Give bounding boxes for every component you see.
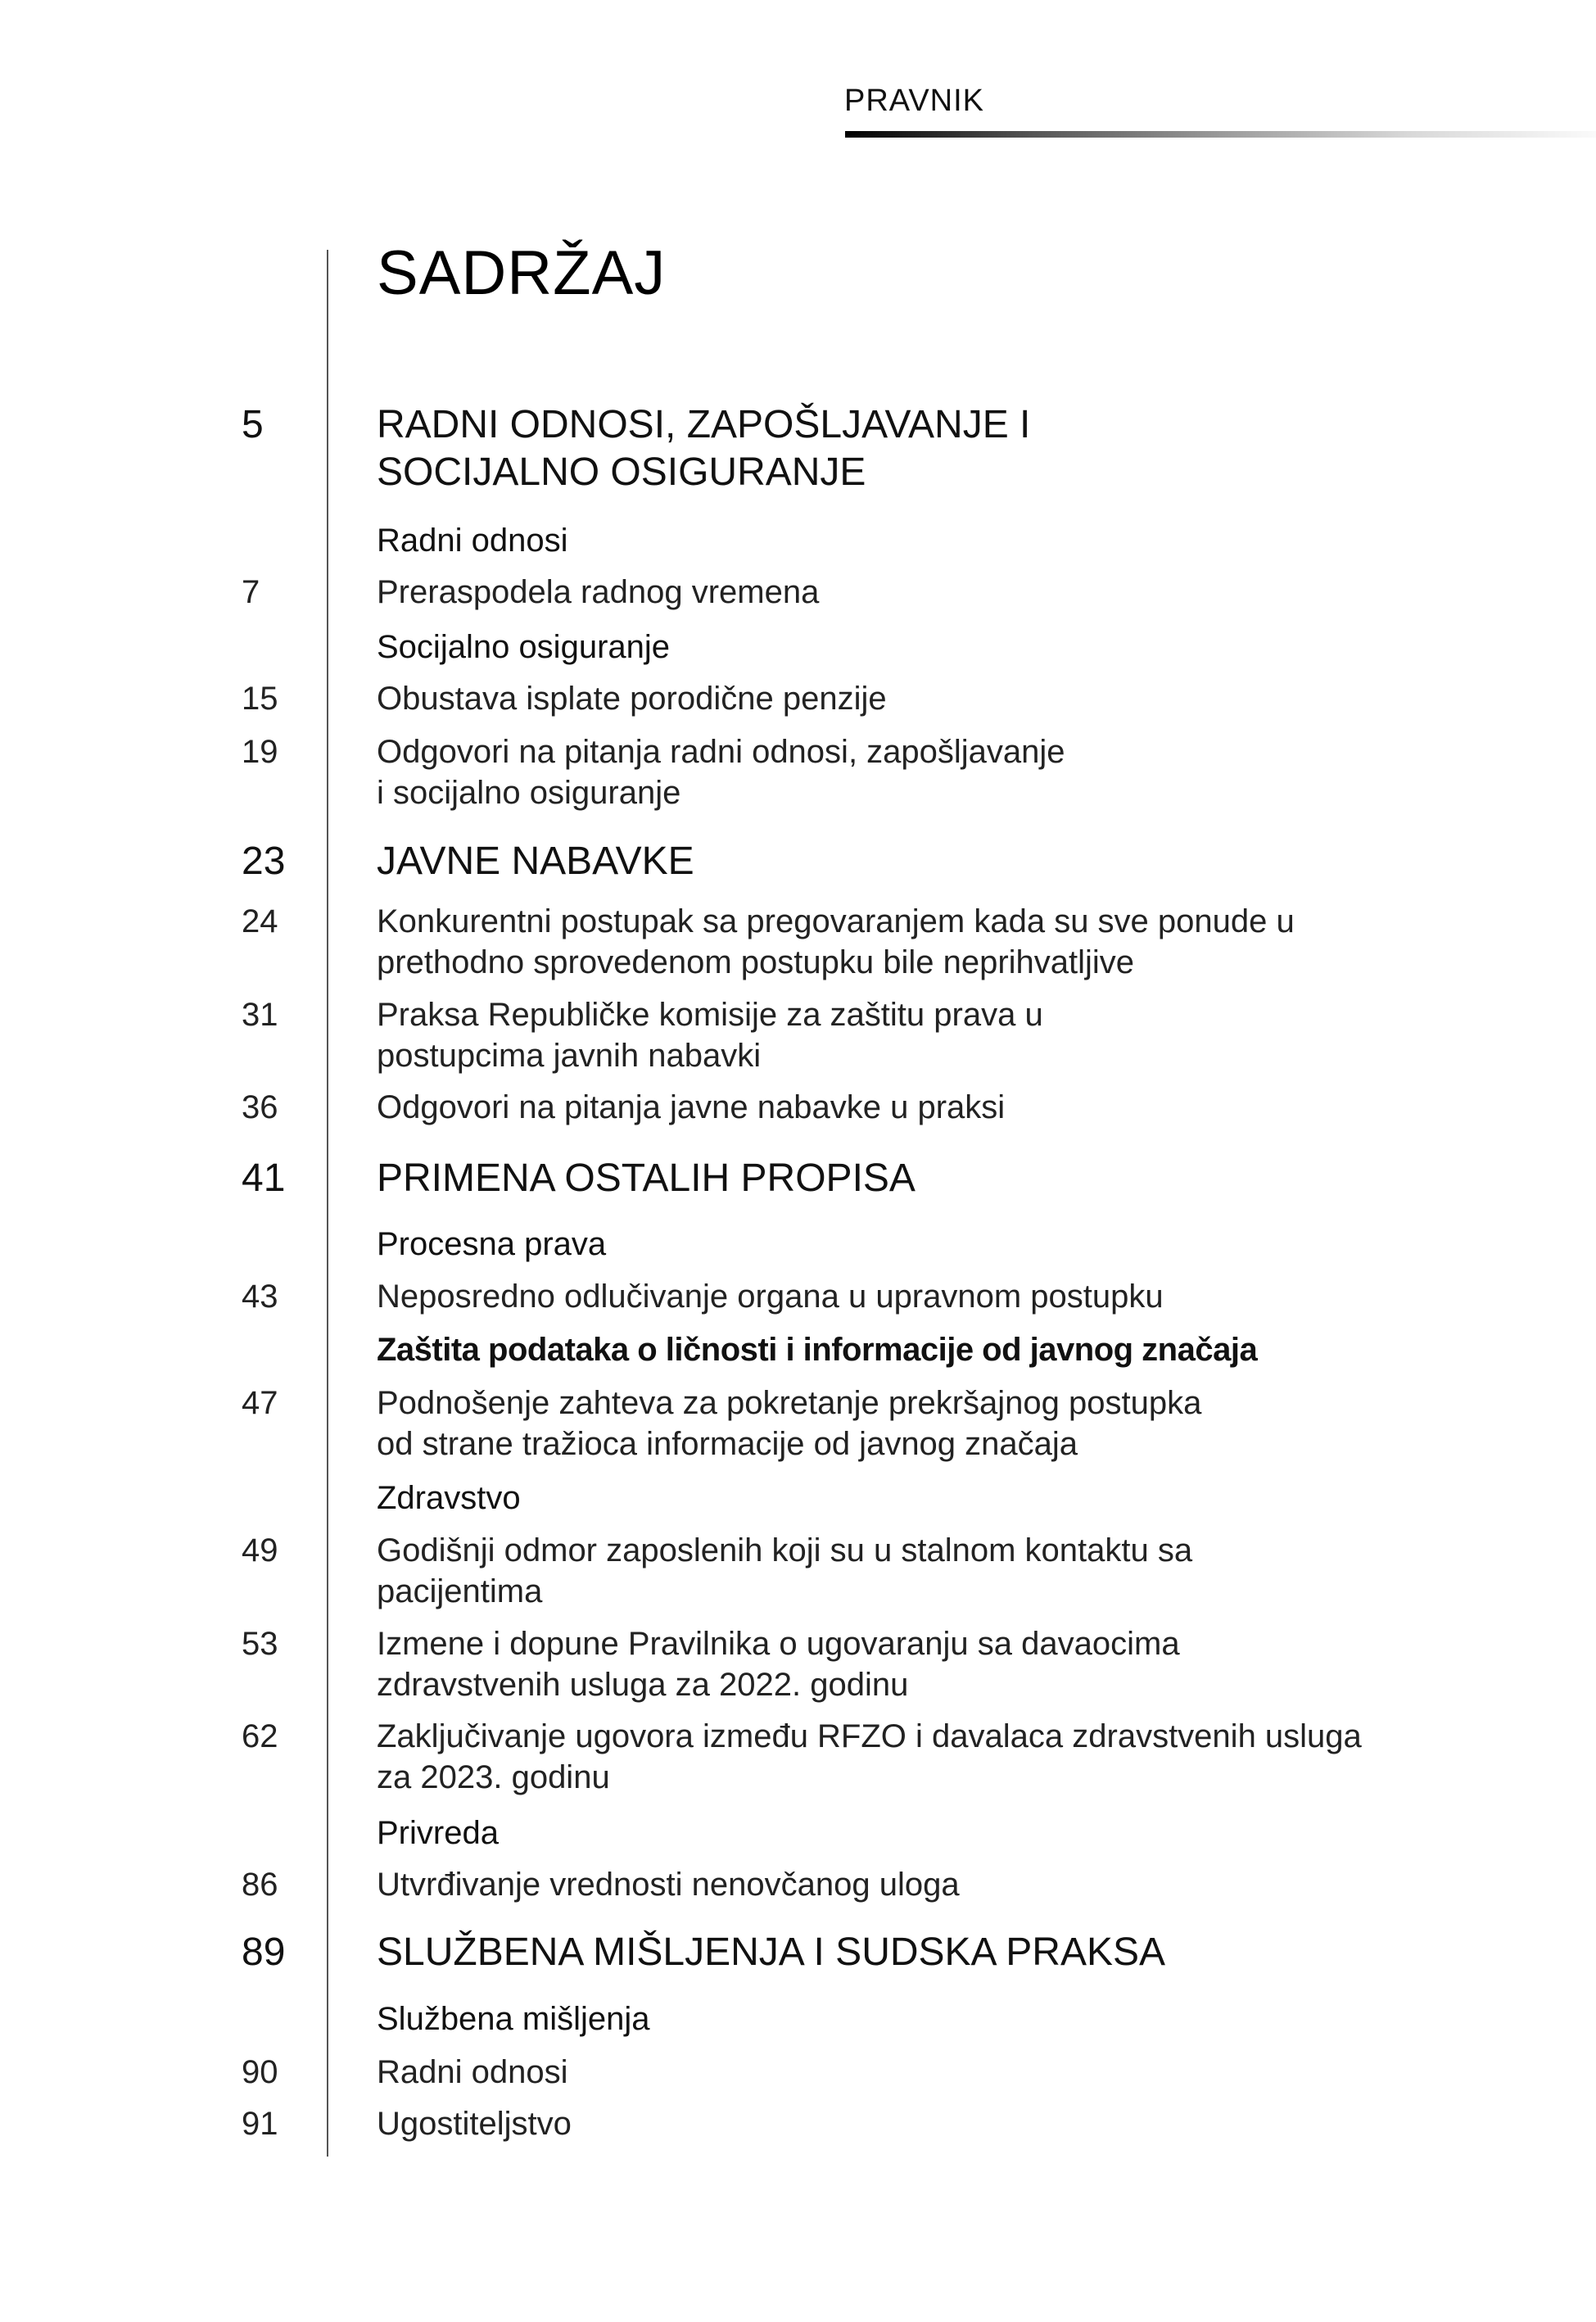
toc-page-number: 31	[242, 997, 278, 1033]
toc-page-number: 41	[242, 1156, 286, 1200]
toc-title-line: Radni odnosi	[377, 2054, 568, 2090]
toc-page-number: 5	[242, 403, 264, 446]
toc-title-line: Podnošenje zahteva za pokretanje prekršajnog postupka	[377, 1385, 1202, 1421]
toc-title	[377, 520, 568, 561]
toc-title-line: JAVNE NABAVKE	[377, 840, 694, 883]
toc-title	[377, 1998, 650, 2039]
toc-page-number: 7	[242, 574, 260, 610]
toc-title-line: Godišnji odmor zaposlenih koji su u stalnom kontaktu sa	[377, 1532, 1193, 1568]
toc-page-number: 36	[242, 1089, 278, 1125]
toc-title-line: prethodno sprovedenom postupku bile neprihvatljive	[377, 944, 1135, 980]
toc-title-line: RADNI ODNOSI, ZAPOŠLJAVANJE I	[377, 403, 1031, 446]
toc-title	[377, 1716, 1362, 1798]
vertical-divider	[327, 250, 328, 2157]
toc-title-line: Utvrđivanje vrednosti nenovčanog uloga	[377, 1867, 960, 1903]
header-gradient-rule	[845, 131, 1596, 138]
toc-page-number: 19	[242, 734, 278, 770]
toc-title-line: Privreda	[377, 1815, 499, 1851]
page-title: SADRŽAJ	[377, 238, 667, 308]
toc-title	[377, 401, 1030, 496]
toc-title-line: Konkurentni postupak sa pregovaranjem kada su sve ponude u	[377, 903, 1295, 939]
toc-page-number: 49	[242, 1532, 278, 1568]
toc-title-line: Zaštita podataka o ličnosti i informacije od javnog značaja	[377, 1332, 1258, 1368]
toc-page-number: 86	[242, 1867, 278, 1903]
toc-title	[377, 1224, 606, 1265]
toc-page-number: 89	[242, 1930, 286, 1974]
toc-title-line: pacijentima	[377, 1573, 543, 1609]
toc-title	[377, 994, 1043, 1076]
toc-page-number: 15	[242, 681, 278, 717]
toc-title-line: od strane tražioca informacije od javnog značaja	[377, 1426, 1078, 1462]
toc-title-line: Obustava isplate porodične penzije	[377, 681, 887, 717]
toc-title-line: Ugostiteljstvo	[377, 2106, 572, 2142]
toc-page-number: 23	[242, 840, 286, 883]
toc-title-line: Procesna prava	[377, 1226, 607, 1262]
toc-title-line: Zaključivanje ugovora između RFZO i davalaca zdravstvenih usluga	[377, 1718, 1362, 1754]
toc-title	[377, 1623, 1180, 1705]
toc-title-line: zdravstvenih usluga za 2022. godinu	[377, 1667, 909, 1703]
toc-page-number: 43	[242, 1279, 278, 1315]
toc-title	[377, 1329, 1257, 1370]
toc-title	[377, 1276, 1164, 1317]
toc-page-number: 62	[242, 1718, 278, 1754]
toc-title	[377, 1478, 521, 1519]
toc-page-number: 24	[242, 903, 278, 939]
toc-title-line: Preraspodela radnog vremena	[377, 574, 820, 610]
publication-name: PRAVNIK	[844, 84, 985, 118]
toc-title	[377, 1813, 499, 1854]
toc-title	[377, 2052, 568, 2093]
toc-title-line: SLUŽBENA MIŠLJENJA I SUDSKA PRAKSA	[377, 1930, 1165, 1974]
toc-title-line: Službena mišljenja	[377, 2001, 650, 2037]
toc-title	[377, 731, 1065, 813]
toc-title	[377, 572, 819, 613]
toc-title-line: za 2023. godinu	[377, 1759, 610, 1795]
toc-title-line: Zdravstvo	[377, 1480, 521, 1516]
toc-title	[377, 678, 887, 719]
toc-title-line: i socijalno osiguranje	[377, 775, 681, 811]
toc-title	[377, 1087, 1005, 1128]
toc-title	[377, 1383, 1201, 1464]
toc-page-number: 90	[242, 2054, 278, 2090]
toc-title	[377, 838, 694, 885]
toc-title-line: Praksa Republičke komisije za zaštitu prava u	[377, 997, 1043, 1033]
toc-title-line: Neposredno odlučivanje organa u upravnom postupku	[377, 1279, 1164, 1315]
toc-page-number: 47	[242, 1385, 278, 1421]
toc-title	[377, 2103, 572, 2144]
toc-title	[377, 1155, 916, 1202]
toc-page-number: 53	[242, 1626, 278, 1662]
toc-title	[377, 1530, 1192, 1612]
toc-title	[377, 1864, 960, 1905]
toc-title	[377, 901, 1295, 983]
toc-title	[377, 1929, 1165, 1976]
toc-title-line: SOCIJALNO OSIGURANJE	[377, 450, 866, 494]
toc-title-line: Izmene i dopune Pravilnika o ugovaranju sa davaocima	[377, 1626, 1180, 1662]
toc-page-number: 91	[242, 2106, 278, 2142]
toc-title-line: Socijalno osiguranje	[377, 629, 671, 665]
toc-title-line: Radni odnosi	[377, 523, 568, 559]
toc-title-line: postupcima javnih nabavki	[377, 1038, 762, 1074]
toc-title-line: Odgovori na pitanja radni odnosi, zapošljavanje	[377, 734, 1065, 770]
toc-title	[377, 627, 670, 668]
toc-title-line: PRIMENA OSTALIH PROPISA	[377, 1156, 916, 1200]
toc-title-line: Odgovori na pitanja javne nabavke u praksi	[377, 1089, 1006, 1125]
